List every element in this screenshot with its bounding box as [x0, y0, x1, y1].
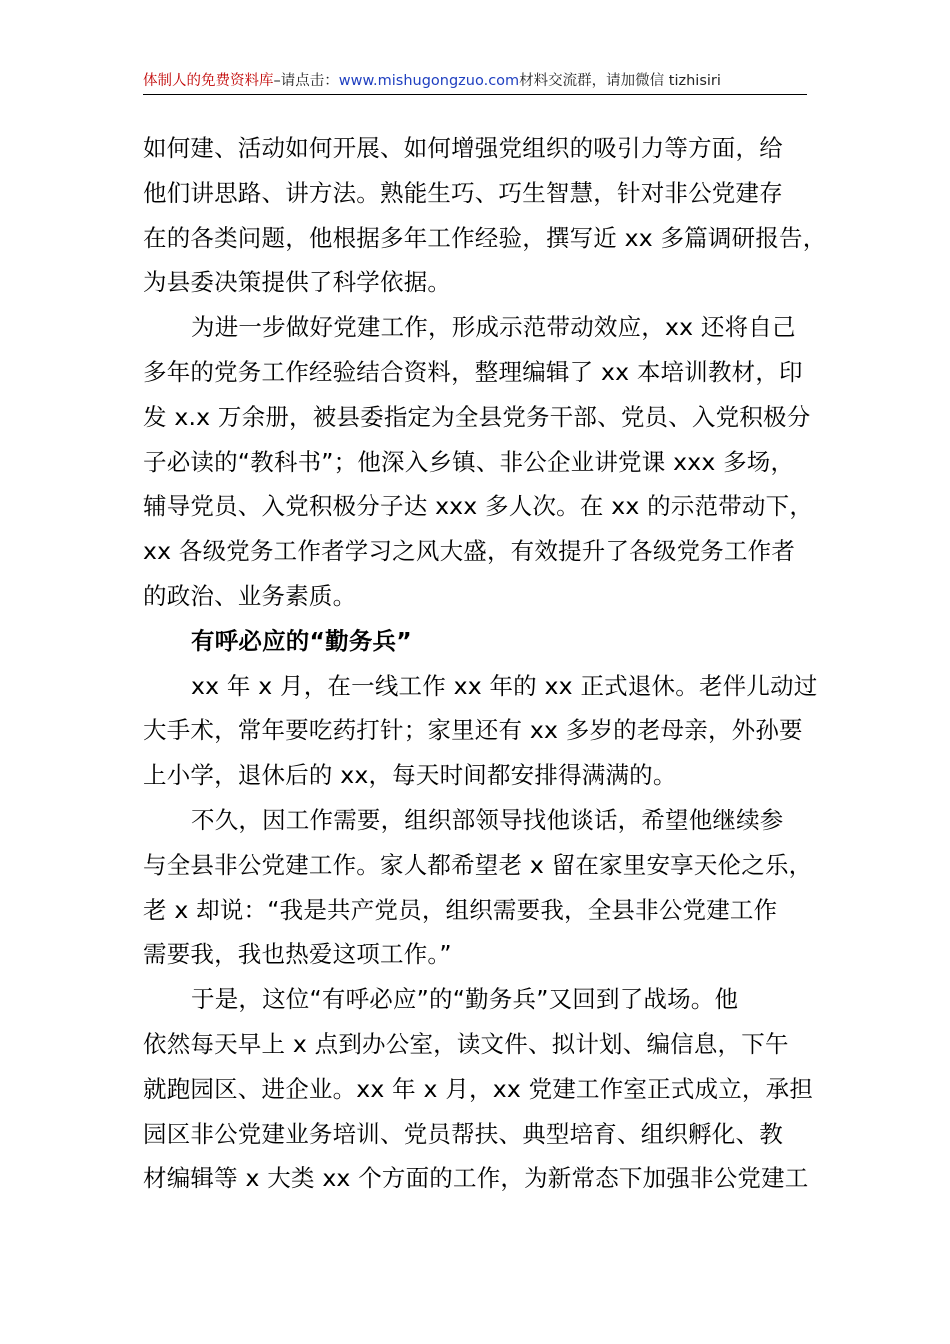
header-brand: 体制人的免费资料库 — [143, 73, 274, 89]
text-line: 不久，因工作需要，组织部领导找他谈话，希望他继续参 — [191, 805, 784, 834]
text-line: 如何建、活动如何开展、如何增强党组织的吸引力等方面，给 — [143, 134, 783, 162]
text-line: 老 x 却说：“我是共产党员，组织需要我，全县非公党建工作 — [143, 895, 778, 924]
text-line: 园区非公党建业务培训、党员帮扶、典型培育、组织孵化、教 — [143, 1119, 783, 1148]
text-line: 多年的党务工作经验结合资料，整理编辑了 xx 本培训教材，印 — [143, 357, 803, 386]
header-tail: 材料交流群，请加微信 tizhisiri — [519, 73, 721, 89]
header-divider — [143, 94, 807, 95]
text-line: 就跑园区、进企业。xx 年 x 月，xx 党建工作室正式成立，承担 — [143, 1074, 814, 1103]
text-line: 材编辑等 x 大类 xx 个方面的工作，为新常态下加强非公党建工 — [143, 1164, 809, 1193]
document-body — [143, 126, 827, 1201]
text-line: 于是，这位“有呼必应”的“勤务兵”又回到了战场。他 — [191, 985, 739, 1014]
text-line: 发 x.x 万余册，被县委指定为全县党务干部、党员、入党积极分 — [143, 402, 811, 431]
text-line: 子必读的“教科书”；他深入乡镇、非公企业讲党课 xxx 多场， — [143, 447, 795, 476]
text-line: 大手术，常年要吃药打针；家里还有 xx 多岁的老母亲，外孙要 — [143, 716, 803, 745]
text-line: 的政治、业务素质。 — [143, 581, 357, 610]
text-line: 与全县非公党建工作。家人都希望老 x 留在家里安享天伦之乐， — [143, 850, 813, 879]
section-heading: 有呼必应的“勤务兵” — [191, 626, 412, 655]
header-url-link[interactable]: www.mishugongzuo.com — [338, 73, 520, 89]
text-line: 为进一步做好党建工作，形成示范带动效应，xx 还将自己 — [191, 313, 796, 342]
text-line: 上小学，退休后的 xx，每天时间都安排得满满的。 — [143, 761, 677, 790]
text-line: 他们讲思路、讲方法。熟能生巧、巧生智慧，针对非公党建存 — [143, 178, 783, 207]
text-line: xx 年 x 月，在一线工作 xx 年的 xx 正式退休。老伴儿动过 — [191, 671, 818, 700]
text-line: 辅导党员、入党积极分子达 xxx 多人次。在 xx 的示范带动下， — [143, 492, 814, 521]
text-line: 为县委决策提供了科学依据。 — [143, 268, 452, 297]
text-line: 需要我，我也热爱这项工作。” — [143, 940, 452, 969]
page-header — [143, 68, 807, 94]
text-line: xx 各级党务工作者学习之风大盛，有效提升了各级党务工作者 — [143, 537, 796, 566]
header-prompt: –请点击： — [273, 73, 339, 89]
text-line: 在的各类问题，他根据多年工作经验，撰写近 xx 多篇调研报告， — [143, 223, 827, 252]
text-line: 依然每天早上 x 点到办公室，读文件、拟计划、编信息，下午 — [143, 1029, 789, 1058]
